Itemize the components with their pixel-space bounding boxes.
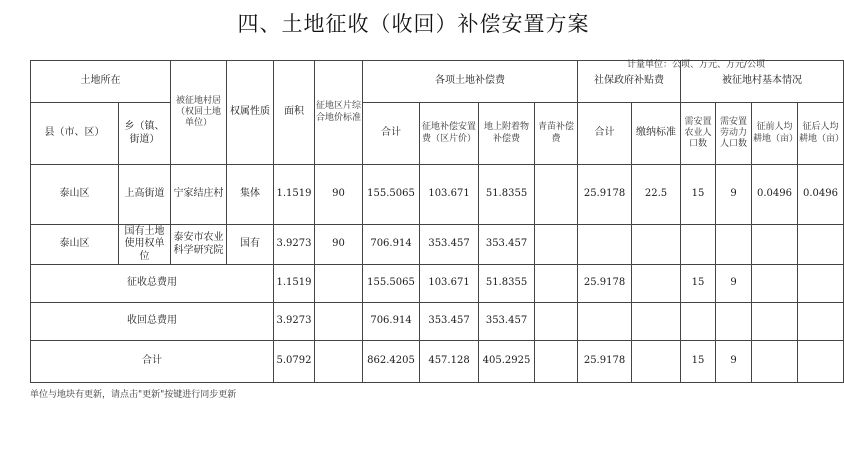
header-row-1 (31, 61, 844, 103)
header-basic-info: 被征地村基本情况 (681, 61, 844, 103)
header-social-standard: 缴纳标准 (632, 103, 681, 165)
compensation-table (30, 60, 844, 383)
summary-labor: 9 (716, 265, 752, 303)
header-township: 乡（镇、街道） (119, 103, 171, 165)
summary-comp-attach: 353.457 (479, 303, 535, 341)
cell-labor: 9 (716, 165, 752, 225)
summary-area: 1.1519 (274, 265, 315, 303)
summary-row-total (31, 341, 844, 383)
cell-social-total (578, 225, 632, 265)
header-county: 县（市、区） (31, 103, 119, 165)
summary-row-reclaim (31, 303, 844, 341)
update-footnote: 单位与地块有更新，请点击"更新"按键进行同步更新 (30, 390, 237, 400)
cell-labor (716, 225, 752, 265)
header-farm-pop: 需安置农业人口数 (681, 103, 716, 165)
summary-farm-pop: 15 (681, 341, 716, 383)
cell-comp-resettle: 103.671 (420, 165, 479, 225)
summary-social-total (578, 303, 632, 341)
header-before: 征前人均耕地（亩） (752, 103, 798, 165)
summary-social-total: 25.9178 (578, 341, 632, 383)
cell-social-total: 25.9178 (578, 165, 632, 225)
header-land-location: 土地所在 (31, 61, 171, 103)
summary-comp-attach: 51.8355 (479, 265, 535, 303)
cell-comp-crops (535, 165, 578, 225)
header-row-2 (31, 103, 844, 165)
summary-labor (716, 303, 752, 341)
summary-comp-total: 706.914 (363, 303, 420, 341)
cell-before (752, 225, 798, 265)
cell-price-standard: 90 (315, 165, 363, 225)
summary-label: 合计 (31, 341, 274, 383)
header-village: 被征地村居（权回土地单位） (171, 61, 227, 165)
cell-after: 0.0496 (798, 165, 844, 225)
header-comp-total: 合计 (363, 103, 420, 165)
cell-village: 泰安市农业科学研究院 (171, 225, 227, 265)
summary-area: 5.0792 (274, 341, 315, 383)
cell-social-standard: 22.5 (632, 165, 681, 225)
cell-before: 0.0496 (752, 165, 798, 225)
cell-ownership: 集体 (227, 165, 274, 225)
header-social-total: 合计 (578, 103, 632, 165)
unit-note: 计量单位：公顷、万元、万元/公顷 (626, 60, 765, 70)
table-row (31, 225, 844, 265)
header-area: 面积 (274, 61, 315, 165)
header-comp-crops: 青苗补偿费 (535, 103, 578, 165)
cell-comp-attach: 353.457 (479, 225, 535, 265)
cell-county: 泰山区 (31, 225, 119, 265)
cell-village: 宁家结庄村 (171, 165, 227, 225)
summary-comp-total: 862.4205 (363, 341, 420, 383)
summary-label: 收回总费用 (31, 303, 274, 341)
cell-comp-total: 706.914 (363, 225, 420, 265)
cell-price-standard: 90 (315, 225, 363, 265)
summary-area: 3.9273 (274, 303, 315, 341)
summary-social-total: 25.9178 (578, 265, 632, 303)
cell-comp-crops (535, 225, 578, 265)
header-price-standard: 征地区片综合地价标准 (315, 61, 363, 165)
header-ownership: 权属性质 (227, 61, 274, 165)
summary-row-levy (31, 265, 844, 303)
header-labor: 需安置劳动力人口数 (716, 103, 752, 165)
cell-comp-attach: 51.8355 (479, 165, 535, 225)
page-title: 四、土地征收（收回）补偿安置方案 (237, 12, 590, 36)
cell-area: 1.1519 (274, 165, 315, 225)
summary-comp-total: 155.5065 (363, 265, 420, 303)
cell-ownership: 国有 (227, 225, 274, 265)
header-comp-attach: 地上附着物补偿费 (479, 103, 535, 165)
table-row (31, 165, 844, 225)
cell-social-standard (632, 225, 681, 265)
summary-labor: 9 (716, 341, 752, 383)
cell-comp-total: 155.5065 (363, 165, 420, 225)
summary-comp-resettle: 353.457 (420, 303, 479, 341)
cell-township: 上高街道 (119, 165, 171, 225)
cell-county: 泰山区 (31, 165, 119, 225)
summary-farm-pop: 15 (681, 265, 716, 303)
cell-township: 国有土地使用权单位 (119, 225, 171, 265)
header-comp-resettle: 征地补偿安置费（区片价） (420, 103, 479, 165)
summary-comp-resettle: 103.671 (420, 265, 479, 303)
header-social-subsidy: 社保政府补贴费 (578, 61, 681, 103)
cell-area: 3.9273 (274, 225, 315, 265)
cell-farm-pop: 15 (681, 165, 716, 225)
summary-comp-attach: 405.2925 (479, 341, 535, 383)
summary-comp-resettle: 457.128 (420, 341, 479, 383)
summary-label: 征收总费用 (31, 265, 274, 303)
header-compensation: 各项土地补偿费 (363, 61, 578, 103)
cell-farm-pop (681, 225, 716, 265)
cell-comp-resettle: 353.457 (420, 225, 479, 265)
summary-farm-pop (681, 303, 716, 341)
cell-after (798, 225, 844, 265)
header-after: 征后人均耕地（亩） (798, 103, 844, 165)
